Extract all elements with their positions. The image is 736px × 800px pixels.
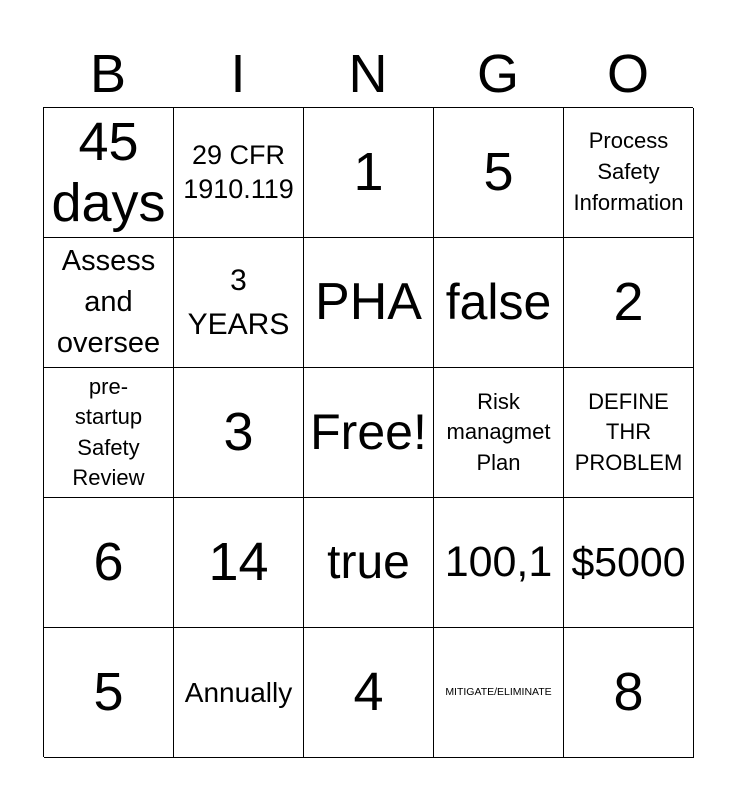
bingo-cell[interactable]: 3	[174, 368, 304, 498]
bingo-card	[43, 107, 693, 757]
bingo-cell[interactable]: 29 CFR 1910.119	[174, 108, 304, 238]
bingo-cell[interactable]: true	[304, 498, 434, 628]
bingo-cell[interactable]: Free!	[304, 368, 434, 498]
bingo-cell[interactable]: Risk managmet Plan	[434, 368, 564, 498]
bingo-cell[interactable]: Assess and oversee	[44, 238, 174, 368]
bingo-cell[interactable]: PHA	[304, 238, 434, 368]
header-letter-o: O	[606, 44, 649, 104]
bingo-cell[interactable]: 8	[564, 628, 694, 758]
header-letter-b: B	[89, 44, 127, 104]
bingo-cell[interactable]: 100,1	[434, 498, 564, 628]
bingo-cell[interactable]: 5	[44, 628, 174, 758]
bingo-cell[interactable]: Annually	[174, 628, 304, 758]
bingo-cell[interactable]: 6	[44, 498, 174, 628]
bingo-cell[interactable]: MITIGATE/ELIMINATE	[434, 628, 564, 758]
bingo-cell[interactable]: false	[434, 238, 564, 368]
bingo-header	[43, 40, 693, 108]
bingo-cell[interactable]: 4	[304, 628, 434, 758]
bingo-cell[interactable]: 3 YEARS	[174, 238, 304, 368]
bingo-cell[interactable]: 45 days	[44, 108, 174, 238]
header-letter-g: G	[476, 44, 519, 104]
bingo-cell[interactable]: $5000	[564, 498, 694, 628]
bingo-cell[interactable]: 2	[564, 238, 694, 368]
bingo-cell[interactable]: 1	[304, 108, 434, 238]
bingo-cell[interactable]: 5	[434, 108, 564, 238]
bingo-cell[interactable]: pre- startup Safety Review	[44, 368, 174, 498]
bingo-cell[interactable]: 14	[174, 498, 304, 628]
bingo-cell[interactable]: Process Safety Information	[564, 108, 694, 238]
bingo-cell[interactable]: DEFINE THR PROBLEM	[564, 368, 694, 498]
header-letter-n: N	[348, 44, 388, 104]
header-letter-i: I	[230, 44, 246, 104]
